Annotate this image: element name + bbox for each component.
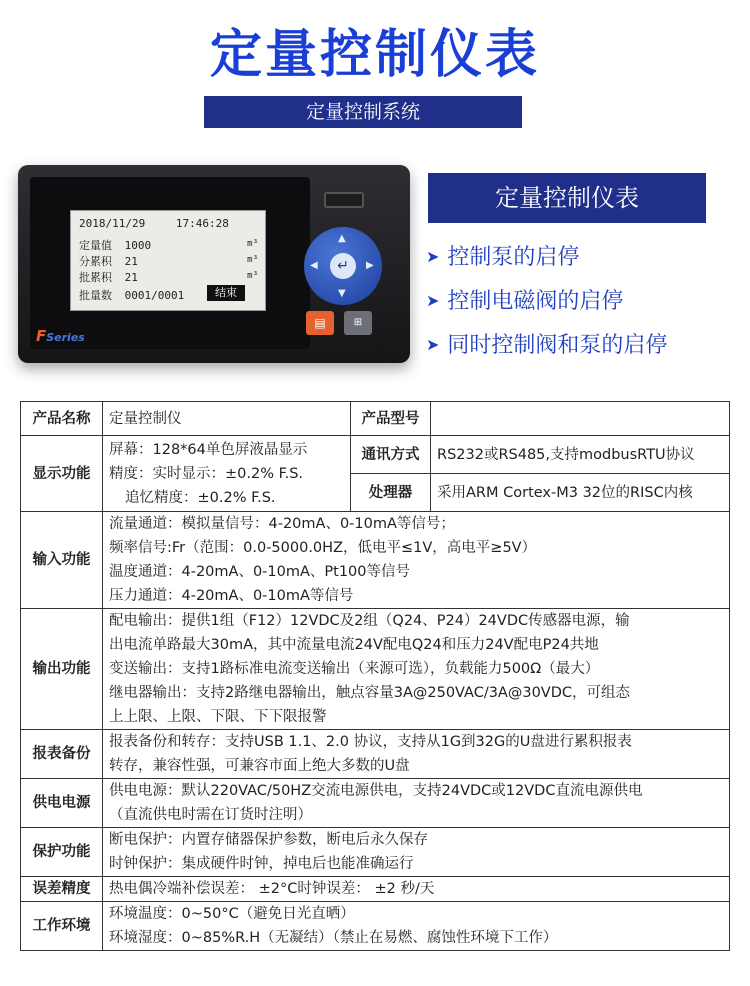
- lcd-date: 2018/11/29: [79, 217, 146, 230]
- lcd-end-button: 结束: [207, 285, 245, 301]
- power-value: [103, 779, 730, 828]
- feature-title: 定量控制仪表: [428, 173, 706, 223]
- spec-table: [20, 401, 730, 951]
- text-line: 报表备份和转存：支持USB 1.1、2.0 协议，支持从1G到32G的U盘进行累积报表: [109, 734, 632, 750]
- enter-icon: ↵: [330, 253, 356, 279]
- output-value: [103, 609, 730, 730]
- lcd-row-value: 1000: [124, 239, 152, 252]
- page-title: 定量控制仪表: [209, 25, 540, 85]
- text-line: （直流供电时需在订货时注明）: [109, 807, 312, 823]
- cpu-value: 采用ARM Cortex-M3 32位的RISC内核: [431, 474, 730, 512]
- subtitle-banner: 定量控制系统: [204, 96, 522, 128]
- table-row: [21, 609, 730, 730]
- arrow-down-icon: ▼: [338, 288, 346, 299]
- table-row: [21, 877, 730, 902]
- brand-logo: [36, 327, 85, 345]
- row-label: 工作环境: [21, 902, 103, 951]
- menu-key-icon: ▤: [306, 311, 334, 335]
- lcd-row-batch-total: [79, 269, 138, 285]
- text-line: 温度通道：4-20mA、0-10mA、Pt100等信号: [109, 564, 411, 580]
- lcd-row-value: 0001/0001: [124, 289, 185, 302]
- row-label: 产品型号: [351, 402, 431, 436]
- arrow-left-icon: ◀: [310, 260, 318, 271]
- table-row: [21, 402, 730, 436]
- lcd-row-sub-total: [79, 253, 138, 269]
- backup-value: [103, 730, 730, 779]
- row-label: 供电电源: [21, 779, 103, 828]
- brand-name: Series: [46, 331, 85, 344]
- function-key-icon: ⊞: [344, 311, 372, 335]
- input-value: [103, 512, 730, 609]
- text-line: 追忆精度：±0.2% F.S.: [125, 489, 276, 506]
- row-label: 误差精度: [21, 877, 103, 902]
- feature-item: [426, 284, 623, 315]
- product-name-value: 定量控制仪: [103, 402, 351, 436]
- row-label: 产品名称: [21, 402, 103, 436]
- text-line: 流量通道：模拟量信号：4-20mA、0-10mA等信号；: [109, 516, 455, 532]
- text-line: 精度：实时显示：±0.2% F.S.: [109, 465, 304, 482]
- feature-text: 同时控制阀和泵的启停: [447, 333, 668, 358]
- usb-slot: [324, 192, 364, 208]
- row-label: 处理器: [351, 474, 431, 512]
- lcd-row-batch-count: [79, 287, 184, 303]
- arrow-up-icon: ▲: [338, 233, 346, 244]
- table-row: [21, 779, 730, 828]
- text-line: 变送输出：支持1路标准电流变送输出（来源可选），负载能力500Ω（最大）: [109, 661, 600, 677]
- text-line: 压力通道：4-20mA、0-10mA等信号: [109, 588, 354, 604]
- text-line: 出电流单路最大30mA，其中流量电流24V配电Q24和压力24V配电P24共地: [109, 637, 599, 653]
- lcd-row-label: 分累积: [79, 255, 112, 268]
- table-row: [21, 436, 730, 474]
- text-line: 断电保护：内置存储器保护参数，断电后永久保存: [109, 832, 428, 848]
- text-line: 供电电源：默认220VAC/50HZ交流电源供电，支持24VDC或12VDC直流电源供电: [109, 783, 643, 799]
- table-row: [21, 512, 730, 609]
- lcd-row-quantity: [79, 237, 151, 253]
- lcd-row-value: 21: [124, 271, 138, 284]
- table-row: [21, 730, 730, 779]
- arrow-right-icon: ➤: [426, 247, 440, 266]
- text-line: 环境温度：0~50°C（避免日光直晒）: [109, 906, 355, 922]
- lcd-row-label: 定量值: [79, 239, 112, 252]
- lcd-unit: m³: [247, 239, 258, 249]
- row-label: 输入功能: [21, 512, 103, 609]
- feature-text: 控制泵的启停: [447, 245, 580, 270]
- row-label: 报表备份: [21, 730, 103, 779]
- text-line: 屏幕：128*64单色屏液晶显示: [109, 441, 308, 458]
- protect-value: [103, 828, 730, 877]
- arrow-right-icon: ➤: [426, 291, 440, 310]
- lcd-screen: [70, 210, 266, 311]
- brand-letter: F: [36, 327, 47, 345]
- device-image: [18, 165, 410, 363]
- display-value: [103, 436, 351, 512]
- text-line: 配电输出：提供1组（F12）12VDC及2组（Q24、P24）24VDC传感器电源，输: [109, 613, 630, 629]
- text-line: 继电器输出：支持2路继电器输出，触点容量3A@250VAC/3A@30VDC，可组态: [109, 685, 631, 701]
- lcd-row-label: 批量数: [79, 289, 112, 302]
- env-value: [103, 902, 730, 951]
- feature-text: 控制电磁阀的启停: [447, 289, 624, 314]
- row-label: 输出功能: [21, 609, 103, 730]
- text-line: 上上限、上限、下限、下下限报警: [109, 709, 327, 725]
- text-line: 环境湿度：0~85%R.H（无凝结）（禁止在易燃、腐蚀性环境下工作）: [109, 930, 558, 946]
- product-model-value: [431, 402, 730, 436]
- row-label: 显示功能: [21, 436, 103, 512]
- arrow-right-icon: ➤: [426, 335, 440, 354]
- direction-pad: [304, 227, 382, 305]
- lcd-row-label: 批累积: [79, 271, 112, 284]
- row-label: 通讯方式: [351, 436, 431, 474]
- lcd-unit: m³: [247, 271, 258, 281]
- row-label: 保护功能: [21, 828, 103, 877]
- feature-item: [426, 240, 579, 271]
- table-row: [21, 828, 730, 877]
- comm-value: RS232或RS485,支持modbusRTU协议: [431, 436, 730, 474]
- lcd-datetime: [79, 217, 229, 230]
- lcd-time: 17:46:28: [175, 217, 229, 230]
- lcd-row-value: 21: [124, 255, 138, 268]
- lcd-unit: m³: [247, 255, 258, 265]
- table-row: [21, 902, 730, 951]
- error-value: 热电偶冷端补偿误差： ±2°C时钟误差： ±2 秒/天: [103, 877, 730, 902]
- text-line: 转存，兼容性强，可兼容市面上绝大多数的U盘: [109, 758, 410, 774]
- text-line: 时钟保护：集成硬件时钟，掉电后也能准确运行: [109, 856, 414, 872]
- text-line: 频率信号:Fr（范围：0.0-5000.0HZ，低电平≤1V，高电平≥5V）: [109, 540, 537, 556]
- arrow-right-icon: ▶: [366, 260, 374, 271]
- feature-item: [426, 328, 667, 359]
